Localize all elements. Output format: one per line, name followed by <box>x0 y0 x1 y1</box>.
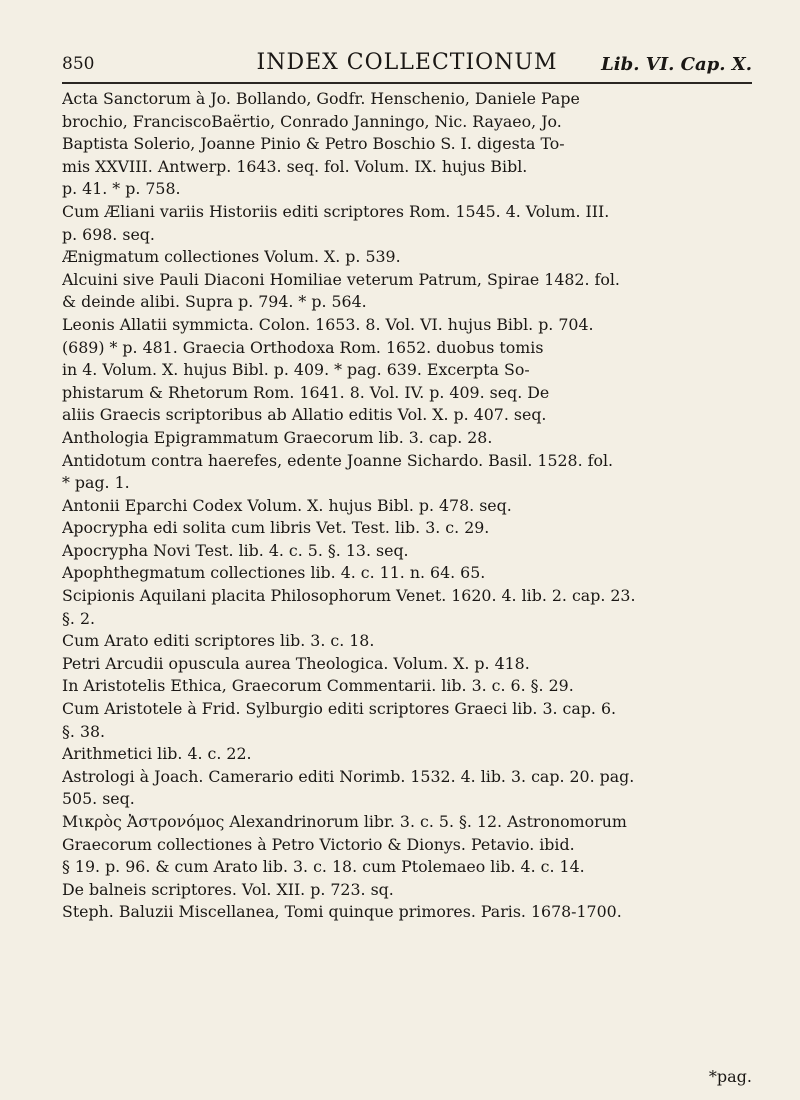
entry-line: (689) * p. 481. Graecia Orthodoxa Rom. 1652. duobus tomis <box>62 337 544 357</box>
index-entry <box>62 450 757 495</box>
entry-line: §. 2. <box>62 608 96 628</box>
index-entry <box>62 517 757 540</box>
index-entry <box>62 88 757 201</box>
entry-line: Antonii Eparchi Codex Volum. X. hujus Bibl. p. 478. seq. <box>62 495 512 515</box>
entry-line: Apophthegmatum collectiones lib. 4. c. 11. n. 64. 65. <box>62 563 486 583</box>
entry-line: Cum Arato editi scriptores lib. 3. c. 18. <box>62 631 375 651</box>
entry-line: brochio, FranciscoBaërtio, Conrado Janningo, Nic. Rayaeo, Jo. <box>62 111 562 131</box>
index-entry <box>62 246 757 269</box>
index-entry <box>62 743 757 766</box>
entry-line: Arithmetici lib. 4. c. 22. <box>62 744 252 764</box>
entry-line: mis XXVIII. Antwerp. 1643. seq. fol. Volum. IX. hujus Bibl. <box>62 156 528 176</box>
entry-line: In Aristotelis Ethica, Graecorum Commentarii. lib. 3. c. 6. §. 29. <box>62 676 574 696</box>
entry-line: phistarum & Rhetorum Rom. 1641. 8. Vol. IV. p. 409. seq. De <box>62 382 550 402</box>
index-entry <box>62 427 757 450</box>
entry-line: Graecorum collectiones à Petro Victorio & Dionys. Petavio. ibid. <box>62 834 575 854</box>
index-entry <box>62 901 757 924</box>
entry-line: Apocrypha Novi Test. lib. 4. c. 5. §. 13. seq. <box>62 540 409 560</box>
entry-line: Antidotum contra haerefes, edente Joanne Sichardo. Basil. 1528. fol. <box>62 450 614 470</box>
entry-line: p. 41. * p. 758. <box>62 179 181 199</box>
entry-line: Anthologia Epigrammatum Graecorum lib. 3. cap. 28. <box>62 427 493 447</box>
entry-line: §. 38. <box>62 721 106 741</box>
index-entry <box>62 540 757 563</box>
entry-line: Cum Æliani variis Historiis editi scriptores Rom. 1545. 4. Volum. III. <box>62 201 610 221</box>
entry-line: Scipionis Aquilani placita Philosophorum Venet. 1620. 4. lib. 2. cap. 23. <box>62 586 636 606</box>
entry-line: § 19. p. 96. & cum Arato lib. 3. c. 18. cum Ptolemaeo lib. 4. c. 14. <box>62 857 585 877</box>
entry-line: Petri Arcudii opuscula aurea Theologica. Volum. X. p. 418. <box>62 653 530 673</box>
entry-line: Apocrypha edi solita cum libris Vet. Test. lib. 3. c. 29. <box>62 518 490 538</box>
catchword: *pag. <box>708 1067 752 1086</box>
entry-line: Ænigmatum collectiones Volum. X. p. 539. <box>62 247 401 267</box>
index-entry <box>62 675 757 698</box>
entry-line: Leonis Allatii symmicta. Colon. 1653. 8. Vol. VI. hujus Bibl. p. 704. <box>62 314 594 334</box>
header-rule <box>62 82 752 84</box>
entry-line: De balneis scriptores. Vol. XII. p. 723. sq. <box>62 879 394 899</box>
entry-line: in 4. Volum. X. hujus Bibl. p. 409. * pag. 639. Excerpta So- <box>62 360 530 380</box>
entry-line: Astrologi à Joach. Camerario editi Norimb. 1532. 4. lib. 3. cap. 20. pag. <box>62 766 635 786</box>
page-header <box>62 48 752 82</box>
entry-line: & deinde alibi. Supra p. 794. * p. 564. <box>62 292 367 312</box>
entry-line: Cum Aristotele à Frid. Sylburgio editi scriptores Graeci lib. 3. cap. 6. <box>62 699 617 719</box>
running-title: INDEX COLLECTIONUM <box>256 50 558 75</box>
index-entry <box>62 585 757 630</box>
entry-line: Alcuini sive Pauli Diaconi Homiliae veterum Patrum, Spirae 1482. fol. <box>62 269 620 289</box>
entry-line: p. 698. seq. <box>62 224 155 244</box>
index-entry <box>62 811 757 879</box>
index-entry <box>62 766 757 811</box>
index-entry <box>62 314 757 427</box>
index-entry <box>62 698 757 743</box>
index-entry <box>62 269 757 314</box>
entry-line: Baptista Solerio, Joanne Pinio & Petro Boschio S. I. digesta To- <box>62 134 565 154</box>
index-entries <box>62 88 757 924</box>
entry-line: aliis Graecis scriptoribus ab Allatio editis Vol. X. p. 407. seq. <box>62 405 547 425</box>
index-entry <box>62 201 757 246</box>
page-number: 850 <box>62 54 95 74</box>
index-entry <box>62 879 757 902</box>
entry-line: Acta Sanctorum à Jo. Bollando, Godfr. Henschenio, Daniele Pape <box>62 89 580 108</box>
book-chapter-reference: Lib. VI. Cap. X. <box>601 54 752 75</box>
index-entry <box>62 630 757 653</box>
entry-line: * pag. 1. <box>62 473 130 493</box>
entry-line: 505. seq. <box>62 789 135 809</box>
index-entry <box>62 495 757 518</box>
index-entry <box>62 562 757 585</box>
entry-line: Steph. Baluzii Miscellanea, Tomi quinque primores. Paris. 1678-1700. <box>62 902 622 922</box>
index-entry <box>62 653 757 676</box>
entry-line: Μικρὸς Ἀστρονόμος Alexandrinorum libr. 3. c. 5. §. 12. Astronomorum <box>62 812 627 831</box>
